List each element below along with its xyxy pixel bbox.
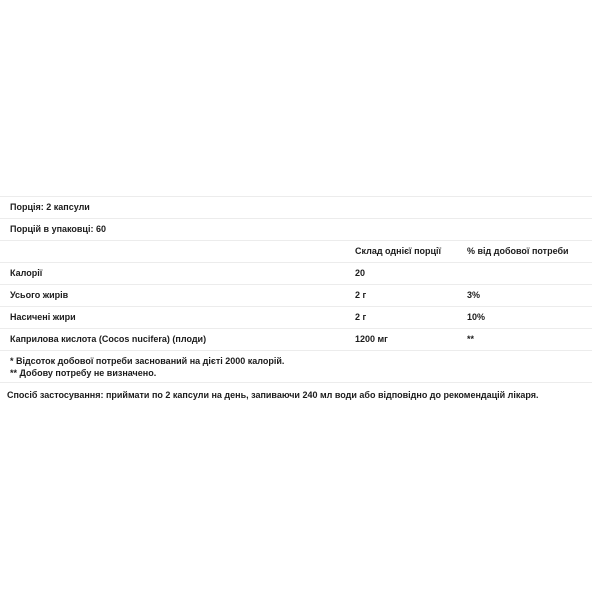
footnotes [0,351,592,383]
header-daily-value: % від добової потреби [467,246,569,256]
table-row [0,329,592,351]
servings-per-container-row [0,219,592,241]
serving-size: Порція: 2 капсули [10,202,90,212]
nutrient-name: Насичені жири [10,312,76,322]
table-header-row [0,241,592,263]
footnote-not-established: ** Добову потребу не визначено. [10,368,157,378]
header-amount: Склад однієї порції [355,246,442,256]
table-row [0,307,592,329]
table-row [0,285,592,307]
nutrient-daily-value: 3% [467,290,481,300]
nutrient-amount: 20 [355,268,366,278]
supplement-facts-table [0,196,592,383]
nutrient-daily-value: 10% [467,312,486,322]
servings-per-container: Порцій в упаковці: 60 [10,224,106,234]
nutrient-name: Усього жирів [10,290,69,300]
nutrient-amount: 1200 мг [355,334,388,344]
nutrient-amount: 2 г [355,290,367,300]
footnote-daily-value: * Відсоток добової потреби заснований на дієті 2000 калорій. [10,356,285,366]
nutrient-amount: 2 г [355,312,367,322]
usage-instructions: Спосіб застосування: приймати по 2 капсули на день, запиваючи 240 мл води або відповідно до рекомендацій лікаря. [7,390,539,400]
table-row [0,263,592,285]
nutrient-daily-value: ** [467,334,475,344]
serving-size-row [0,197,592,219]
nutrient-name: Калорії [10,268,43,278]
nutrient-name: Каприлова кислота (Cocos nucifera) (плоди) [10,334,207,344]
